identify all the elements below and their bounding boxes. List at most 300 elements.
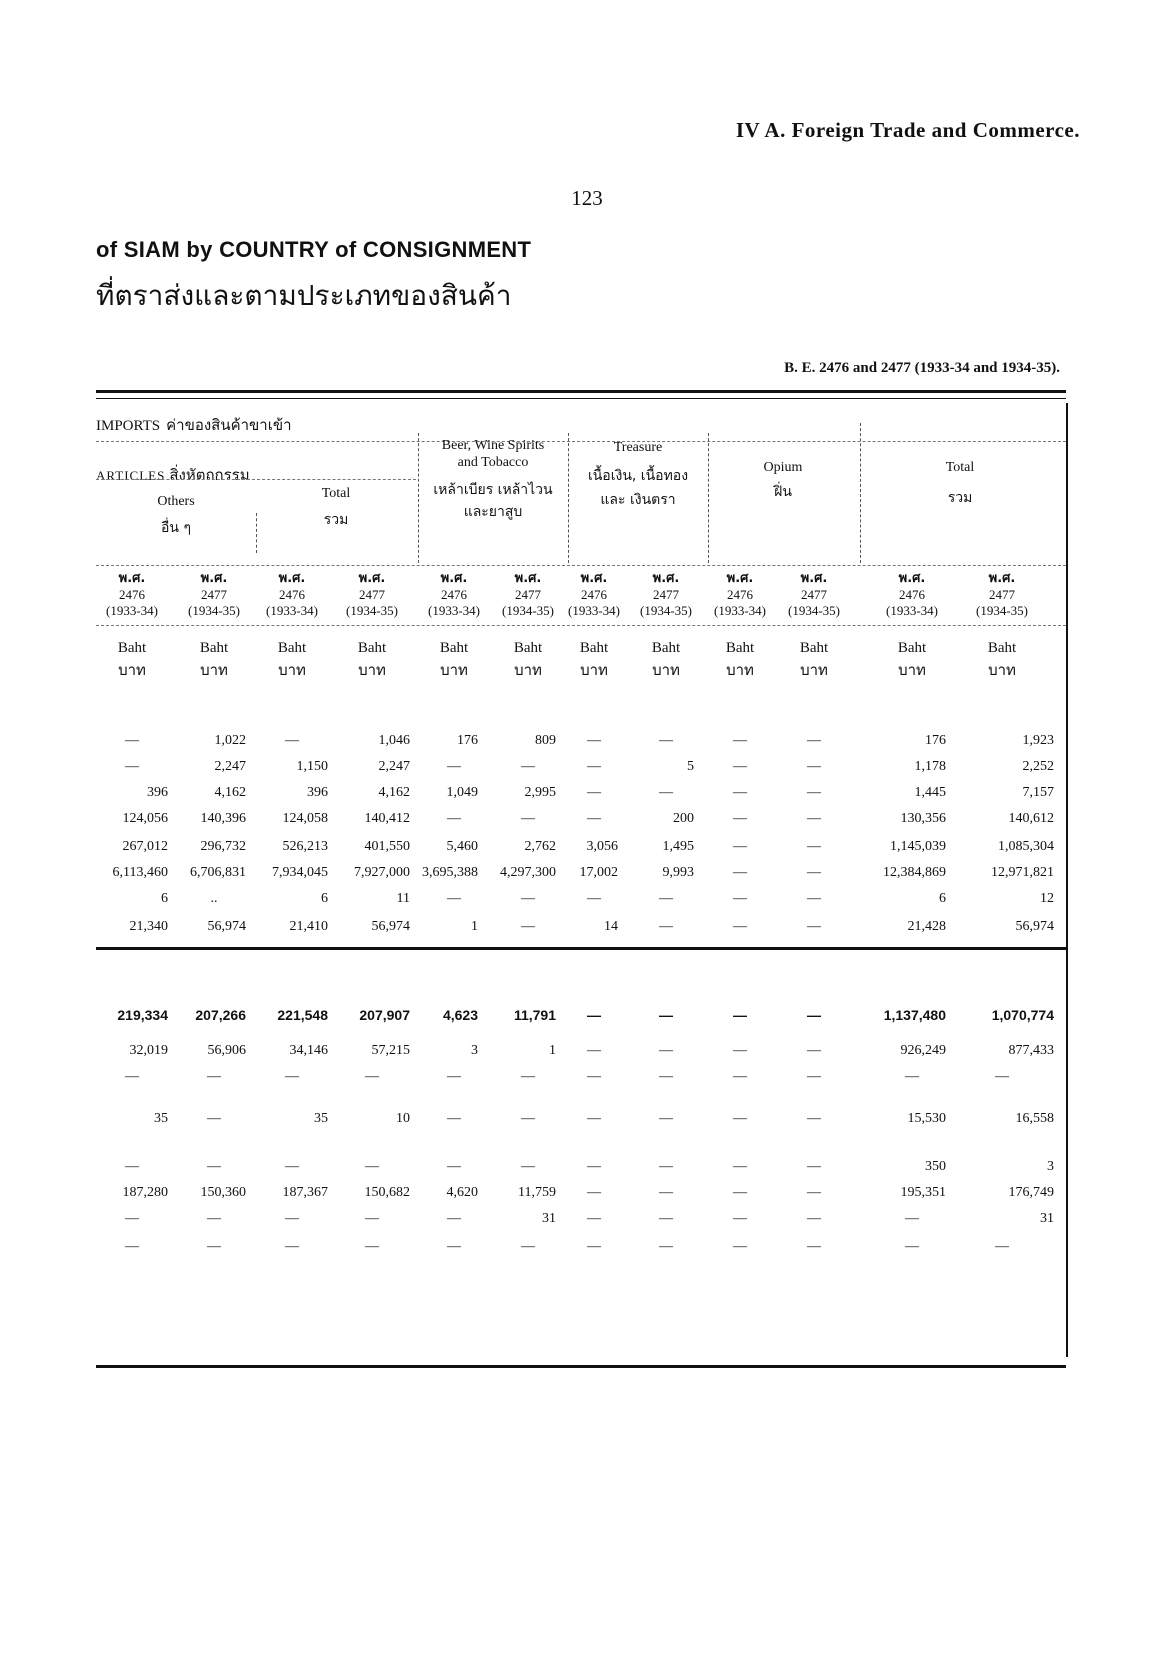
articles-label-en: ARTICLES	[96, 468, 166, 483]
table-cell: 2,247	[214, 759, 246, 774]
table-cell: 21,340	[129, 919, 168, 934]
table-row	[96, 919, 1066, 939]
table-cell: —	[659, 1069, 673, 1084]
group-treasure-th: เนื้อเงิน, เนื้อทอง และ เงินตรา	[587, 468, 689, 508]
table-cell: —	[447, 1111, 461, 1126]
year-label: พ.ศ.	[580, 571, 608, 586]
unit-en: Baht	[651, 640, 681, 656]
table-cell: —	[905, 1239, 919, 1254]
table-row	[96, 891, 1066, 911]
table-cell: —	[447, 1239, 461, 1254]
table-row	[96, 759, 1066, 779]
table-cell: 31	[542, 1211, 556, 1226]
sep-opium-total	[860, 423, 861, 563]
table-cell: —	[207, 1069, 221, 1084]
table-cell: —	[659, 1159, 673, 1174]
table-cell: 12,971,821	[991, 865, 1054, 880]
unit-th: บาท	[988, 661, 1016, 679]
table-cell: —	[285, 1069, 299, 1084]
table-cell: 1,046	[378, 733, 410, 748]
table-cell: —	[659, 919, 673, 934]
table-cell: —	[807, 1043, 821, 1058]
year-label: พ.ศ.	[514, 571, 542, 586]
table-cell: —	[365, 1159, 379, 1174]
imports-label-th: ค่าของสินค้าขาเข้า	[166, 416, 292, 434]
table-cell: 221,548	[277, 1007, 328, 1023]
table-cell: 7,157	[1022, 785, 1054, 800]
table-cell: —	[659, 1111, 673, 1126]
table-cell: —	[587, 785, 601, 800]
table-cell: 219,334	[117, 1007, 168, 1023]
table-cell: 2,252	[1022, 759, 1054, 774]
subtitle-english: of SIAM by COUNTRY of CONSIGNMENT	[96, 237, 532, 262]
year-ce: (1933-34)	[106, 603, 158, 618]
table-row	[96, 1043, 1066, 1063]
year-ce: (1933-34)	[568, 603, 620, 618]
table-cell: 1,022	[214, 733, 246, 748]
page-number: 123	[571, 186, 603, 210]
rule-under-articles	[96, 479, 416, 480]
year-ce: (1934-35)	[788, 603, 840, 618]
year-header-cell	[327, 571, 417, 619]
table-cell: —	[733, 1043, 747, 1058]
table-cell: 1,150	[296, 759, 328, 774]
table-cell: —	[521, 811, 535, 826]
table-row	[96, 1211, 1066, 1231]
table-cell: 4,620	[446, 1185, 478, 1200]
table-cell: 4,162	[378, 785, 410, 800]
year-be: 2477	[989, 587, 1015, 602]
table-cell: 877,433	[1008, 1043, 1054, 1058]
table-cell: 195,351	[900, 1185, 946, 1200]
year-label: พ.ศ.	[440, 571, 468, 586]
unit-th: บาท	[800, 661, 828, 679]
table-row	[96, 1185, 1066, 1205]
year-be: 2476	[279, 587, 305, 602]
unit-en: Baht	[277, 640, 307, 656]
table-cell: 56,974	[1015, 919, 1054, 934]
table-cell: —	[733, 865, 747, 880]
year-header-cell	[769, 571, 859, 619]
table-cell: —	[207, 1211, 221, 1226]
table-cell: 2,762	[524, 839, 556, 854]
imports-label	[96, 413, 292, 437]
table-cell: —	[521, 1239, 535, 1254]
table-cell: 56,974	[371, 919, 410, 934]
table-cell: 9,993	[662, 865, 694, 880]
table-cell: —	[905, 1069, 919, 1084]
table-cell: 207,907	[359, 1007, 410, 1023]
table-cell: —	[733, 1239, 747, 1254]
table-cell: —	[207, 1239, 221, 1254]
table-cell: 267,012	[122, 839, 168, 854]
table-cell: —	[447, 1069, 461, 1084]
table-cell: 207,266	[195, 1007, 246, 1023]
unit-en: Baht	[725, 640, 755, 656]
year-label: พ.ศ.	[898, 571, 926, 586]
table-cell: 6	[939, 891, 946, 906]
table-cell: 56,906	[207, 1043, 246, 1058]
unit-th: บาท	[440, 661, 468, 679]
group-beer-en: Beer, Wine Spirits and Tobacco	[441, 438, 545, 470]
table-cell: —	[521, 891, 535, 906]
period-label: B. E. 2476 and 2477 (1933-34 and 1934-35).	[784, 360, 1060, 376]
unit-en: Baht	[513, 640, 543, 656]
group-others	[96, 493, 256, 537]
unit-th: บาท	[652, 661, 680, 679]
trade-table	[96, 390, 1066, 1368]
table-cell: —	[365, 1239, 379, 1254]
table-cell: 1,070,774	[991, 1007, 1054, 1023]
unit-th: บาท	[118, 661, 146, 679]
table-cell: —	[587, 759, 601, 774]
year-ce: (1934-35)	[346, 603, 398, 618]
table-cell: —	[733, 1185, 747, 1200]
table-cell: —	[447, 811, 461, 826]
table-cell: 6	[161, 891, 168, 906]
table-cell: 32,019	[129, 1043, 168, 1058]
table-cell: —	[659, 1211, 673, 1226]
table-cell: 1,178	[914, 759, 946, 774]
table-cell: 396	[307, 785, 328, 800]
year-label: พ.ศ.	[988, 571, 1016, 586]
table-top-rule	[96, 398, 1066, 399]
table-cell: 140,396	[200, 811, 246, 826]
year-header-cell	[87, 571, 177, 619]
table-cell: —	[587, 891, 601, 906]
table-cell: —	[995, 1069, 1009, 1084]
table-cell: 12	[1040, 891, 1054, 906]
table-cell: 176,749	[1008, 1185, 1054, 1200]
sep-beer-treasure	[568, 433, 569, 563]
group-total-en: Total	[945, 460, 975, 475]
table-cell: —	[125, 1069, 139, 1084]
table-cell: 396	[147, 785, 168, 800]
running-head: IV A. Foreign Trade and Commerce.	[735, 118, 1080, 142]
table-cell: —	[447, 891, 461, 906]
year-label: พ.ศ.	[726, 571, 754, 586]
table-cell: —	[207, 1159, 221, 1174]
table-cell: —	[733, 733, 747, 748]
table-cell: —	[733, 1007, 747, 1023]
table-cell: 1	[471, 919, 478, 934]
table-cell: —	[521, 1111, 535, 1126]
table-cell: —	[659, 1239, 673, 1254]
table-row	[96, 1159, 1066, 1179]
table-cell: 130,356	[900, 811, 946, 826]
table-cell: —	[659, 1007, 673, 1023]
table-cell: —	[733, 1211, 747, 1226]
table-cell: 21,410	[289, 919, 328, 934]
sep-treasure-opium	[708, 433, 709, 563]
table-cell: —	[807, 839, 821, 854]
table-cell: —	[587, 1043, 601, 1058]
unit-en: Baht	[199, 640, 229, 656]
unit-th: บาท	[278, 661, 306, 679]
table-cell: —	[521, 1159, 535, 1174]
table-cell: —	[285, 1159, 299, 1174]
group-total-articles-th: รวม	[323, 512, 349, 528]
year-be: 2477	[801, 587, 827, 602]
table-cell: —	[733, 759, 747, 774]
table-cell: 16,558	[1015, 1111, 1054, 1126]
year-ce: (1934-35)	[976, 603, 1028, 618]
unit-en: Baht	[987, 640, 1017, 656]
table-cell: 3	[1047, 1159, 1054, 1174]
table-cell: —	[659, 785, 673, 800]
table-cell: 150,682	[364, 1185, 410, 1200]
unit-header-cell	[769, 637, 859, 681]
table-cell: —	[733, 1159, 747, 1174]
unit-en: Baht	[439, 640, 469, 656]
year-header-cell	[247, 571, 337, 619]
table-cell: —	[125, 1159, 139, 1174]
table-cell: 401,550	[364, 839, 410, 854]
table-cell: 14	[604, 919, 618, 934]
table-cell: 1,137,480	[883, 1007, 946, 1023]
table-cell: —	[587, 811, 601, 826]
unit-th: บาท	[200, 661, 228, 679]
table-cell: —	[807, 865, 821, 880]
year-label: พ.ศ.	[652, 571, 680, 586]
table-cell: —	[447, 759, 461, 774]
subtitle-thai: ที่ตราส่งและตามประเภทของสินค้า	[96, 279, 512, 312]
unit-header-cell	[957, 637, 1047, 681]
unit-th: บาท	[358, 661, 386, 679]
table-cell: 7,934,045	[272, 865, 328, 880]
table-cell: 17,002	[579, 865, 618, 880]
group-treasure-en: Treasure	[613, 440, 663, 455]
table-cell: —	[659, 1185, 673, 1200]
articles-label	[96, 463, 250, 487]
group-opium-th: ฝิ่น	[774, 484, 792, 500]
table-cell: 140,612	[1008, 811, 1054, 826]
table-cell: —	[365, 1211, 379, 1226]
table-row	[96, 1111, 1066, 1131]
table-cell: —	[125, 1239, 139, 1254]
unit-en: Baht	[117, 640, 147, 656]
table-cell: 1,495	[662, 839, 694, 854]
year-be: 2476	[581, 587, 607, 602]
table-cell: 5	[687, 759, 694, 774]
year-be: 2476	[899, 587, 925, 602]
unit-header-cell	[327, 637, 417, 681]
year-be: 2477	[653, 587, 679, 602]
table-cell: 1,923	[1022, 733, 1054, 748]
group-total-th: รวม	[947, 490, 973, 506]
group-total	[860, 459, 1060, 507]
table-cell: —	[285, 1211, 299, 1226]
table-cell: 6,113,460	[112, 865, 168, 880]
table-cell: 1,049	[446, 785, 478, 800]
table-row	[96, 1239, 1066, 1259]
section-divider	[96, 947, 1066, 950]
table-cell: —	[807, 1111, 821, 1126]
table-cell: 21,428	[907, 919, 946, 934]
unit-th: บาท	[580, 661, 608, 679]
table-cell: —	[659, 733, 673, 748]
table-cell: —	[125, 733, 139, 748]
year-header-cell	[957, 571, 1047, 619]
table-cell: —	[807, 733, 821, 748]
table-cell: —	[733, 811, 747, 826]
table-cell: —	[733, 785, 747, 800]
table-cell: —	[447, 1159, 461, 1174]
group-opium	[708, 459, 858, 501]
table-cell: —	[733, 1111, 747, 1126]
table-cell: —	[587, 1007, 601, 1023]
table-cell: 350	[925, 1159, 946, 1174]
table-cell: 176	[457, 733, 478, 748]
table-cell: 140,412	[364, 811, 410, 826]
table-cell: —	[587, 1159, 601, 1174]
table-cell: 3,695,388	[422, 865, 478, 880]
table-cell: —	[733, 839, 747, 854]
unit-th: บาท	[514, 661, 542, 679]
table-cell: —	[807, 759, 821, 774]
unit-header-cell	[247, 637, 337, 681]
table-cell: —	[125, 1211, 139, 1226]
table-cell: —	[905, 1211, 919, 1226]
table-cell: 1,445	[914, 785, 946, 800]
sep-articles-beer	[418, 433, 419, 563]
table-cell: 35	[314, 1111, 328, 1126]
year-ce: (1933-34)	[266, 603, 318, 618]
table-row	[96, 785, 1066, 805]
year-label: พ.ศ.	[800, 571, 828, 586]
table-cell: —	[807, 1159, 821, 1174]
table-cell: 57,215	[371, 1043, 410, 1058]
group-total-articles-en: Total	[321, 486, 351, 501]
table-row	[96, 1007, 1066, 1027]
table-cell: 124,056	[122, 811, 168, 826]
year-ce: (1934-35)	[188, 603, 240, 618]
table-cell: —	[659, 1043, 673, 1058]
table-cell: 12,384,869	[883, 865, 946, 880]
table-cell: ..	[210, 891, 218, 906]
table-cell: 56,974	[207, 919, 246, 934]
table-cell: —	[807, 785, 821, 800]
year-be: 2477	[359, 587, 385, 602]
year-be: 2476	[119, 587, 145, 602]
table-cell: 11,791	[513, 1007, 556, 1023]
year-header-cell	[169, 571, 259, 619]
table-cell: —	[733, 1069, 747, 1084]
table-cell: —	[521, 759, 535, 774]
year-ce: (1934-35)	[502, 603, 554, 618]
table-cell: 6,706,831	[190, 865, 246, 880]
table-cell: —	[807, 919, 821, 934]
table-cell: —	[807, 1239, 821, 1254]
year-be: 2476	[727, 587, 753, 602]
table-cell: 150,360	[200, 1185, 246, 1200]
table-cell: 2,247	[378, 759, 410, 774]
table-cell: —	[807, 1069, 821, 1084]
year-be: 2476	[441, 587, 467, 602]
table-cell: 7,927,000	[354, 865, 410, 880]
table-cell: 4,162	[214, 785, 246, 800]
unit-en: Baht	[799, 640, 829, 656]
year-label: พ.ศ.	[118, 571, 146, 586]
rule-under-groups	[96, 565, 1066, 566]
table-cell: 526,213	[282, 839, 328, 854]
unit-header-cell	[169, 637, 259, 681]
sep-others-total	[256, 513, 257, 553]
year-header-cell	[867, 571, 957, 619]
table-cell: —	[521, 1069, 535, 1084]
table-row	[96, 865, 1066, 885]
unit-en: Baht	[897, 640, 927, 656]
unit-en: Baht	[579, 640, 609, 656]
table-cell: —	[587, 733, 601, 748]
table-cell: 6	[321, 891, 328, 906]
table-cell: —	[807, 891, 821, 906]
table-cell: —	[807, 1185, 821, 1200]
year-label: พ.ศ.	[358, 571, 386, 586]
unit-header-cell	[87, 637, 177, 681]
group-beer-th: เหล้าเบียร เหล้าไวนและยาสูบ	[433, 482, 553, 520]
group-beer	[418, 437, 568, 523]
table-cell: 5,460	[446, 839, 478, 854]
unit-en: Baht	[357, 640, 387, 656]
table-cell: 187,367	[282, 1185, 328, 1200]
unit-header-cell	[867, 637, 957, 681]
table-cell: —	[807, 1211, 821, 1226]
group-others-en: Others	[157, 494, 195, 509]
table-cell: —	[659, 891, 673, 906]
table-cell: 10	[396, 1111, 410, 1126]
rule-under-years	[96, 625, 1066, 626]
table-cell: 34,146	[289, 1043, 328, 1058]
table-right-rule	[1066, 403, 1068, 1357]
table-cell: 1,145,039	[890, 839, 946, 854]
year-be: 2477	[201, 587, 227, 602]
year-be: 2477	[515, 587, 541, 602]
table-cell: —	[587, 1239, 601, 1254]
table-cell: —	[587, 1185, 601, 1200]
table-cell: 809	[535, 733, 556, 748]
table-row	[96, 733, 1066, 753]
year-ce: (1933-34)	[886, 603, 938, 618]
table-cell: 11,759	[518, 1185, 556, 1200]
table-cell: —	[365, 1069, 379, 1084]
table-cell: —	[587, 1211, 601, 1226]
table-cell: 3,056	[586, 839, 618, 854]
table-cell: —	[807, 811, 821, 826]
table-cell: —	[587, 1069, 601, 1084]
table-cell: —	[733, 891, 747, 906]
table-cell: 31	[1040, 1211, 1054, 1226]
table-cell: 35	[154, 1111, 168, 1126]
year-ce: (1934-35)	[640, 603, 692, 618]
table-cell: 926,249	[900, 1043, 946, 1058]
table-cell: 2,995	[524, 785, 556, 800]
table-cell: 200	[673, 811, 694, 826]
table-cell: —	[125, 759, 139, 774]
table-cell: 4,297,300	[500, 865, 556, 880]
table-cell: —	[521, 919, 535, 934]
table-cell: —	[207, 1111, 221, 1126]
table-cell: 1,085,304	[998, 839, 1054, 854]
table-row	[96, 811, 1066, 831]
table-cell: 4,623	[442, 1007, 478, 1023]
table-cell: 1	[549, 1043, 556, 1058]
table-cell: —	[447, 1211, 461, 1226]
table-cell: —	[995, 1239, 1009, 1254]
table-cell: —	[285, 733, 299, 748]
table-cell: 11	[396, 891, 410, 906]
table-row	[96, 1069, 1066, 1089]
